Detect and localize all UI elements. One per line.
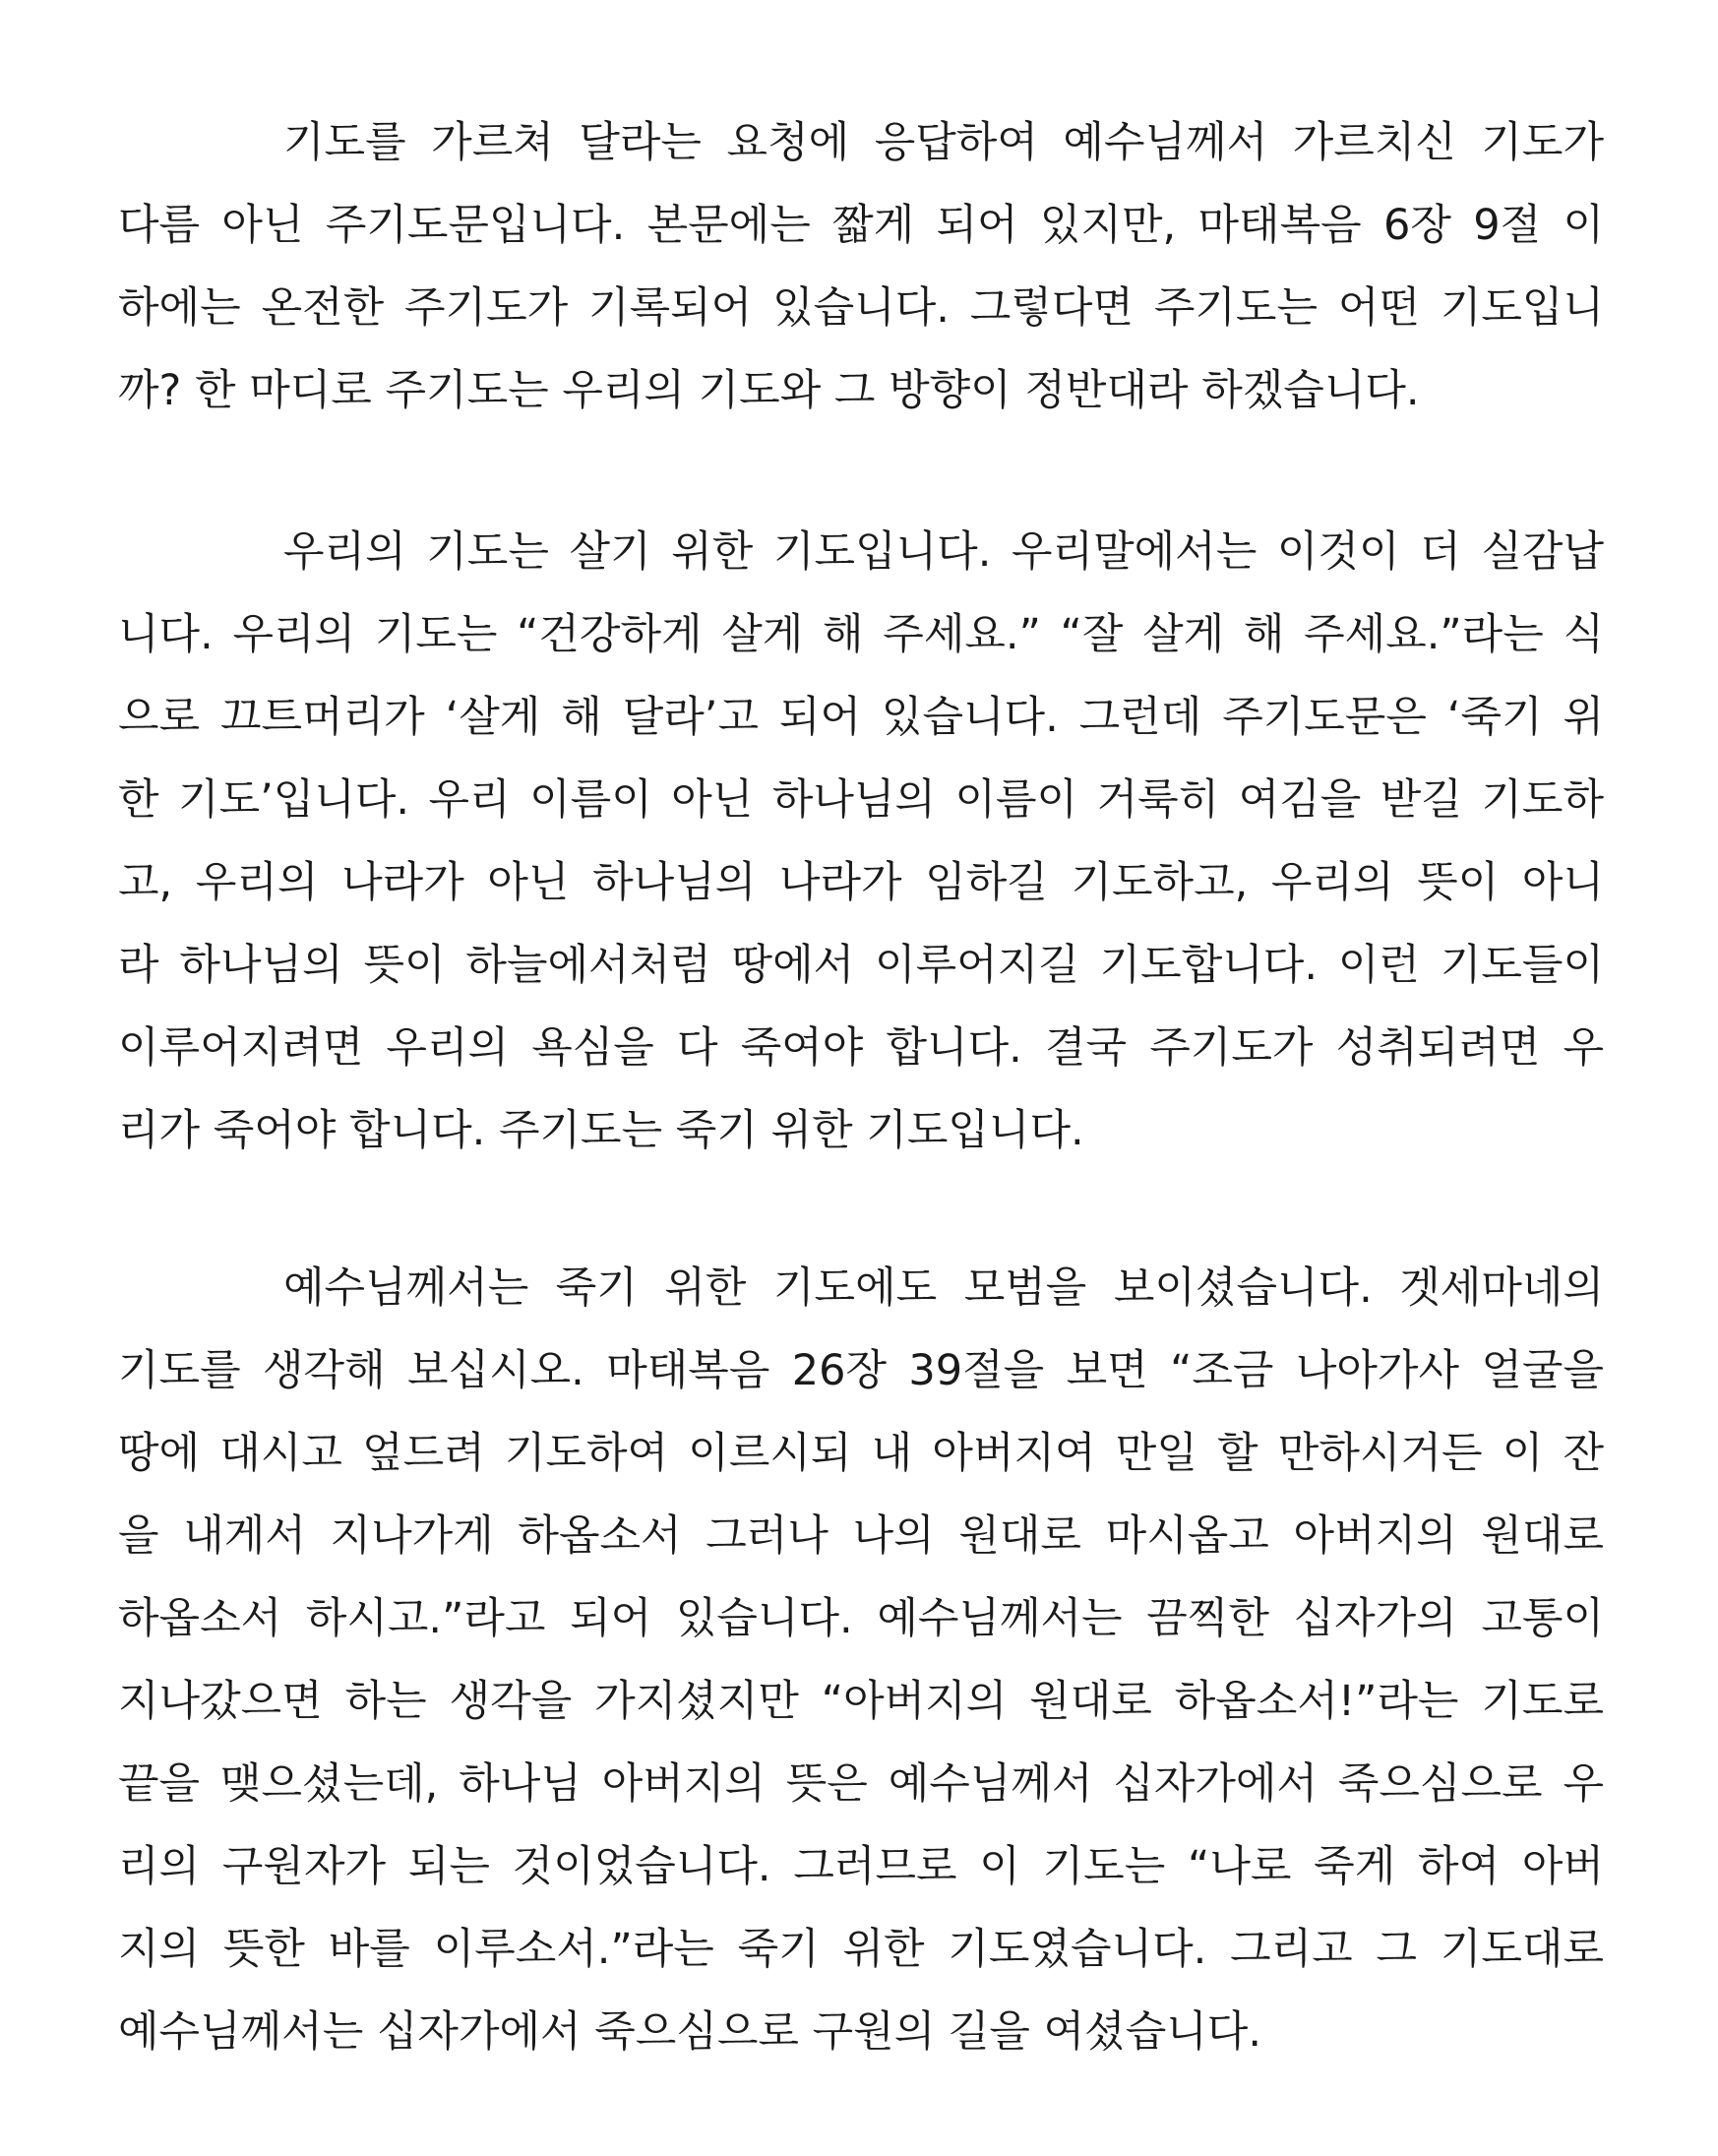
text-line: 끝을 맺으셨는데, 하나님 아버지의 뜻은 예수님께서 십자가에서 죽으심으로 우 xyxy=(118,1759,1604,1809)
text-line: 예수님께서는 죽기 위한 기도에도 모범을 보이셨습니다. 겟세마네의 xyxy=(283,1263,1604,1313)
text-line: 리의 구원자가 되는 것이었습니다. 그러므로 이 기도는 “나로 죽게 하여 아버 xyxy=(118,1842,1604,1891)
text-line: 고, 우리의 나라가 아닌 하나님의 나라가 임하길 기도하고, 우리의 뜻이 아니 xyxy=(118,858,1604,907)
text-line: 우리의 기도는 살기 위한 기도입니다. 우리말에서는 이것이 더 실감납 xyxy=(283,527,1604,577)
text-line: 기도를 생각해 보십시오. 마태복음 26장 39절을 보면 “조금 나아가사 얼굴을 xyxy=(118,1346,1604,1395)
paragraph-1 xyxy=(118,101,1604,432)
text-line: 라 하나님의 뜻이 하늘에서처럼 땅에서 이루어지길 기도합니다. 이런 기도들이 xyxy=(118,941,1604,990)
text-line: 하옵소서 하시고.”라고 되어 있습니다. 예수님께서는 끔찍한 십자가의 고통이 xyxy=(118,1594,1604,1643)
paragraph-2 xyxy=(118,511,1604,1172)
text-line: 지나갔으면 하는 생각을 가지셨지만 “아버지의 원대로 하옵소서!”라는 기도로 xyxy=(118,1677,1604,1726)
text-line: 하에는 온전한 주기도가 기록되어 있습니다. 그렇다면 주기도는 어떤 기도입니 xyxy=(118,283,1604,333)
text-line: 한 기도’입니다. 우리 이름이 아닌 하나님의 이름이 거룩히 여김을 받길 기도하 xyxy=(118,775,1604,825)
text-line: 땅에 대시고 엎드려 기도하여 이르시되 내 아버지여 만일 할 만하시거든 이 잔 xyxy=(118,1429,1604,1478)
text-line: 을 내게서 지나가게 하옵소서 그러나 나의 원대로 마시옵고 아버지의 원대로 xyxy=(118,1511,1604,1561)
text-line: 으로 끄트머리가 ‘살게 해 달라’고 되어 있습니다. 그런데 주기도문은 ‘죽기 위 xyxy=(118,693,1604,742)
text-line: 까? 한 마디로 주기도는 우리의 기도와 그 방향이 정반대라 하겠습니다. xyxy=(118,366,1420,415)
text-line: 예수님께서는 십자가에서 죽으심으로 구원의 길을 여셨습니다. xyxy=(118,2007,1261,2057)
text-line: 니다. 우리의 기도는 “건강하게 살게 해 주세요.” “잘 살게 해 주세요.”라는 식 xyxy=(118,610,1604,659)
text-line: 이루어지려면 우리의 욕심을 다 죽여야 합니다. 결국 주기도가 성취되려면 우 xyxy=(118,1023,1604,1073)
text-line: 기도를 가르쳐 달라는 요청에 응답하여 예수님께서 가르치신 기도가 xyxy=(283,118,1604,167)
text-line: 다름 아닌 주기도문입니다. 본문에는 짧게 되어 있지만, 마태복음 6장 9절 이 xyxy=(118,201,1604,250)
text-line: 지의 뜻한 바를 이루소서.”라는 죽기 위한 기도였습니다. 그리고 그 기도대로 xyxy=(118,1925,1604,1974)
paragraph-3 xyxy=(118,1247,1604,2073)
text-line: 리가 죽어야 합니다. 주기도는 죽기 위한 기도입니다. xyxy=(118,1106,1084,1155)
